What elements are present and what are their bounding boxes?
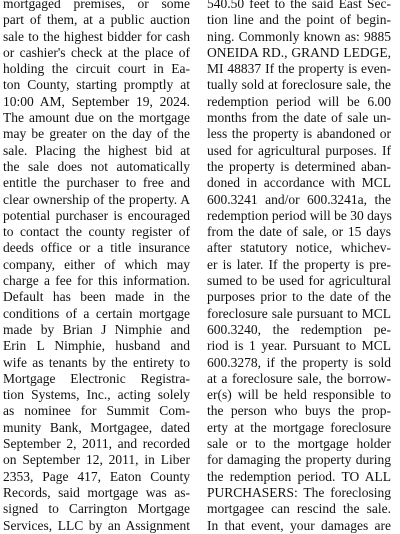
- text-line: holding the circuit court in Ea-: [3, 61, 190, 77]
- text-line: doned in accordance with MCL: [207, 175, 391, 191]
- column-gutter: [198, 0, 199, 520]
- text-line: charge a fee for this information.: [3, 273, 190, 289]
- text-line: as nominee for Summit Com-: [3, 403, 190, 419]
- text-line: the person who buys the prop-: [207, 403, 391, 419]
- text-line: mortgagee can rescind the sale.: [207, 501, 391, 517]
- text-line: 600.3240, the redemption pe-: [207, 321, 391, 337]
- text-line: In that event, your damages are: [207, 517, 391, 533]
- text-line: foreclosure sale pursuant to MCL: [207, 305, 391, 321]
- text-line: conditions of a certain mortgage: [3, 305, 190, 321]
- text-line: mortgaged premises, or some: [3, 0, 190, 11]
- text-line: PURCHASERS: The foreclosing: [207, 484, 391, 500]
- text-line: tion Systems, Inc., acting solely: [3, 387, 190, 403]
- text-line: company, either of which may: [3, 256, 190, 272]
- text-line: redemption period will be 30 days: [207, 207, 392, 223]
- text-line: signed to Carrington Mortgage: [3, 501, 190, 517]
- text-line: riod is 1 year. Pursuant to MCL: [207, 338, 391, 354]
- text-line: deeds office or a title insurance: [3, 240, 190, 256]
- text-line: er(s) will be held responsible to: [207, 387, 391, 403]
- text-line: ton County, starting promptly at: [3, 77, 190, 93]
- text-line: sale or to the mortgage holder: [207, 436, 391, 452]
- text-line: 600.3241 and/or 600.3241a, the: [207, 191, 391, 207]
- text-line: er is later. If the property is pre-: [207, 256, 391, 272]
- text-line: potential purchaser is encouraged: [3, 207, 190, 223]
- text-line: sale. Placing the highest bid at: [3, 142, 190, 158]
- text-line: wife as tenants by the entirety to: [3, 354, 190, 370]
- text-line: MI 48837 If the property is even-: [207, 61, 391, 77]
- text-line: purposes prior to the date of the: [207, 289, 391, 305]
- text-line: to contact the county register of: [3, 224, 190, 240]
- text-line: entitle the purchaser to free and: [3, 175, 190, 191]
- text-line: tion line and the point of begin-: [207, 12, 391, 28]
- text-line: from the date of sale, or 15 days: [207, 224, 391, 240]
- text-line: tually sold at foreclosure sale, the: [207, 77, 391, 93]
- text-line: clear ownership of the property. A: [3, 191, 190, 207]
- text-line: redemption period will be 6.00: [207, 93, 391, 109]
- text-line: used for agricultural purposes. If: [207, 142, 391, 158]
- text-line: erty at the mortgage foreclosure: [207, 419, 391, 435]
- text-line: sumed to be used for agricultural: [207, 273, 391, 289]
- text-line: September 2, 2011, and recorded: [3, 436, 190, 452]
- text-line: the redemption period. TO ALL: [207, 468, 391, 484]
- text-line: ONEIDA RD., GRAND LEDGE,: [207, 44, 391, 60]
- text-line: Services, LLC by an Assignment: [3, 517, 190, 533]
- text-line: made by Brian J Nimphie and: [3, 321, 190, 337]
- text-line: on September 12, 2011, in Liber: [3, 452, 190, 468]
- text-line: 10:00 AM, September 19, 2024.: [3, 93, 190, 109]
- text-line: or cashier's check at the place of: [3, 44, 190, 60]
- text-line: munity Bank, Mortgagee, dated: [3, 419, 190, 435]
- left-text-column: [3, 0, 190, 534]
- text-line: 600.3278, if the property is sold: [207, 354, 391, 370]
- text-line: the property is determined aban-: [207, 158, 391, 174]
- text-line: ning. Commonly known as: 9885: [207, 28, 391, 44]
- text-line: part of them, at a public auction: [3, 12, 190, 28]
- text-line: Erin L Nimphie, husband and: [3, 338, 190, 354]
- text-line: at a foreclosure sale, the borrow-: [207, 370, 391, 386]
- text-line: after statutory notice, whichev-: [207, 240, 391, 256]
- text-line: 540.50 feet to the said East Sec-: [207, 0, 391, 11]
- text-line: sale to the highest bidder for cash: [3, 28, 190, 44]
- text-line: Mortgage Electronic Registra-: [3, 370, 190, 386]
- text-line: months from the date of sale un-: [207, 110, 391, 126]
- text-line: less the property is abandoned or: [207, 126, 391, 142]
- text-line: 2353, Page 417, Eaton County: [3, 468, 190, 484]
- text-line: may be greater on the day of the: [3, 126, 190, 142]
- text-line: the sale does not automatically: [3, 158, 190, 174]
- text-line: Default has been made in the: [3, 289, 190, 305]
- right-text-column: [207, 0, 391, 534]
- text-line: for damaging the property during: [207, 452, 391, 468]
- text-line: Records, said mortgage was as-: [3, 484, 190, 500]
- text-line: The amount due on the mortgage: [3, 110, 190, 126]
